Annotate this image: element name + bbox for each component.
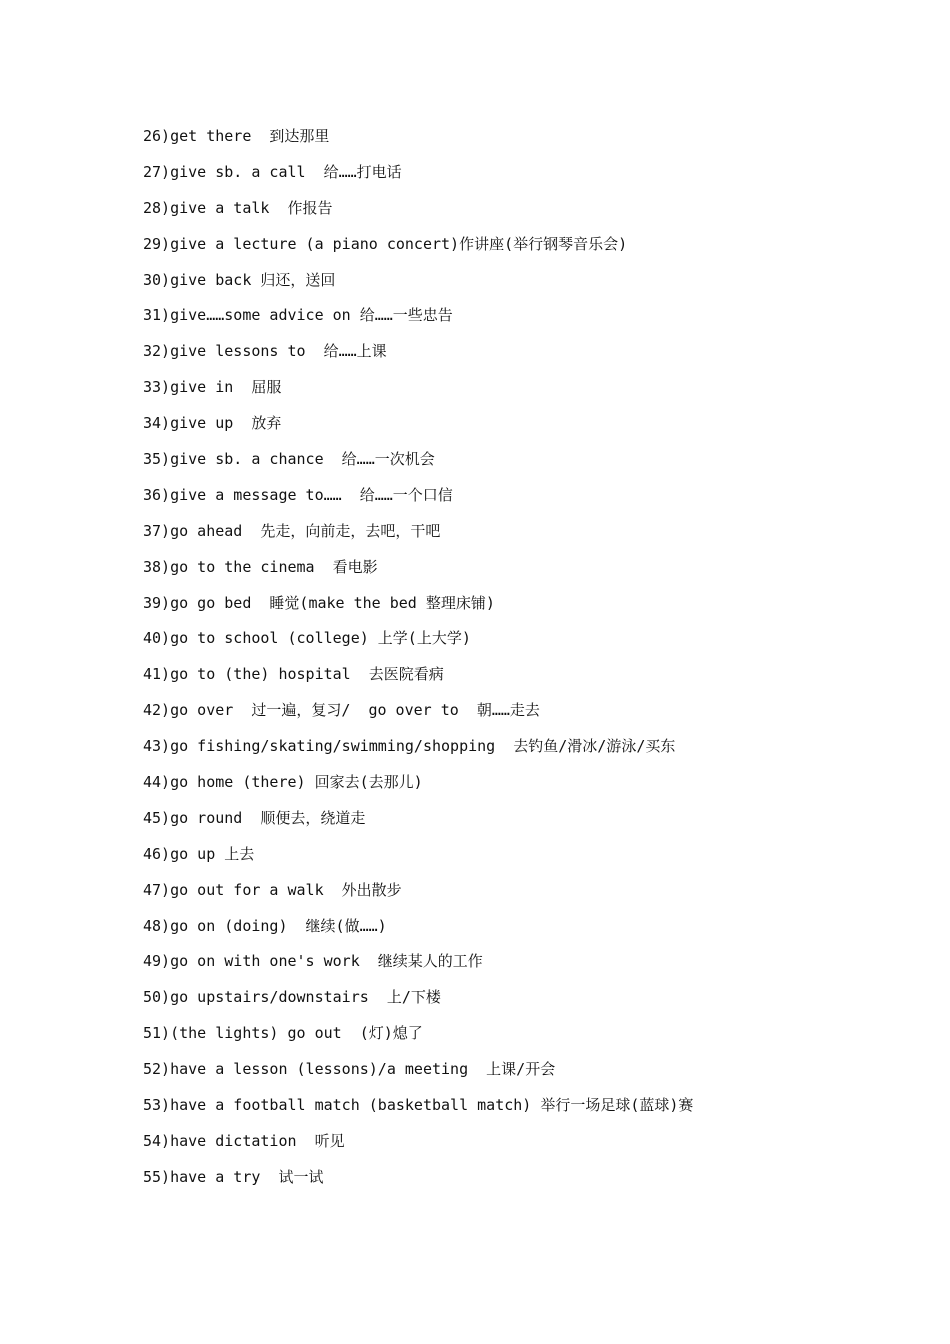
phrase-line: 43)go fishing/skating/swimming/shopping 去钓鱼/滑冰/游泳/买东: [143, 737, 676, 756]
phrase-line: 47)go out for a walk 外出散步: [143, 880, 402, 899]
phrase-line: 27)give sb. a call 给……打电话: [143, 162, 402, 181]
phrase-line: 46)go up 上去: [143, 844, 255, 863]
phrase-line: 35)give sb. a chance 给……一次机会: [143, 450, 435, 469]
phrase-list: [143, 124, 903, 1201]
phrase-line: 49)go on with one's work 继续某人的工作: [143, 952, 483, 971]
phrase-line: 53)have a football match (basketball match) 举行一场足球(蓝球)赛: [143, 1096, 694, 1115]
phrase-line: 41)go to (the) hospital 去医院看病: [143, 665, 444, 684]
phrase-line: 50)go upstairs/downstairs 上/下楼: [143, 988, 441, 1007]
phrase-line: 31)give……some advice on 给……一些忠告: [143, 306, 453, 325]
phrase-line: 52)have a lesson (lessons)/a meeting 上课/开会: [143, 1060, 556, 1079]
phrase-line: 26)get there 到达那里: [143, 127, 330, 145]
phrase-line: 54)have dictation 听见: [143, 1131, 345, 1150]
phrase-line: 38)go to the cinema 看电影: [143, 557, 378, 576]
phrase-line: 29)give a lecture (a piano concert)作讲座(举行钢琴音乐会): [143, 234, 628, 253]
phrase-line: 28)give a talk 作报告: [143, 198, 333, 217]
phrase-line: 34)give up 放弃: [143, 414, 282, 433]
phrase-line: 51)(the lights) go out (灯)熄了: [143, 1024, 423, 1043]
phrase-line: 42)go over 过一遍，复习/ go over to 朝……走去: [143, 701, 540, 720]
phrase-line: 33)give in 屈服: [143, 378, 282, 397]
phrase-line: 55)have a try 试一试: [143, 1167, 324, 1186]
phrase-line: 44)go home (there) 回家去(去那儿): [143, 773, 423, 792]
phrase-line: 32)give lessons to 给……上课: [143, 342, 387, 361]
phrase-line: 48)go on (doing) 继续(做……): [143, 916, 387, 935]
phrase-line: 39)go go bed 睡觉(make the bed 整理床铺): [143, 593, 495, 612]
phrase-line: 30)give back 归还，送回: [143, 270, 336, 289]
phrase-line: 40)go to school (college) 上学(上大学): [143, 629, 471, 648]
phrase-line: 45)go round 顺便去，绕道走: [143, 808, 366, 827]
phrase-line: 37)go ahead 先走，向前走，去吧，干吧: [143, 521, 441, 540]
phrase-line: 36)give a message to…… 给……一个口信: [143, 485, 453, 504]
